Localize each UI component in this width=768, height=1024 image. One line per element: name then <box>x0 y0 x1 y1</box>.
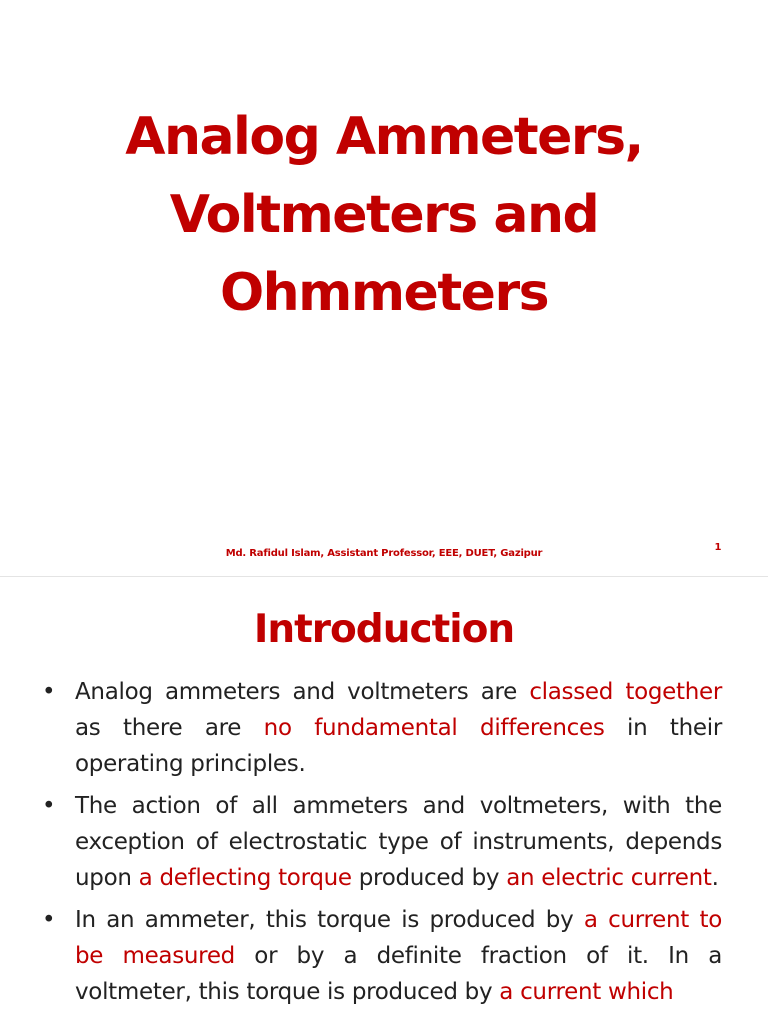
slide-number: 1 <box>714 542 722 553</box>
highlighted-text: an electric current <box>506 865 712 891</box>
slide-2 <box>0 577 768 1024</box>
body-text: in their operating principles. <box>75 715 723 777</box>
body-text: In an ammeter, this torque is produced by <box>75 907 584 933</box>
bullet-marker: • <box>42 793 56 819</box>
highlighted-text: no fundamental differences <box>263 715 605 741</box>
body-text: produced by <box>351 865 507 891</box>
body-text: The action of all ammeters and voltmeters, with the exception of electrostatic type of instruments, depends upon <box>75 793 722 891</box>
bullet-marker: • <box>42 679 56 705</box>
slide-title-line-2: Voltmeters and <box>169 185 599 245</box>
highlighted-text: a deflecting torque <box>138 865 352 891</box>
bullet-list <box>42 674 722 1016</box>
bullet-item <box>42 788 722 896</box>
bullet-marker: • <box>42 907 56 933</box>
slide-footer: Md. Rafidul Islam, Assistant Professor, EEE, DUET, Gazipur <box>225 548 543 559</box>
body-text: as there are <box>75 715 264 741</box>
body-text: . <box>711 865 719 891</box>
slide-title <box>60 98 708 332</box>
highlighted-text: a current which <box>499 979 674 1005</box>
highlighted-text: classed together <box>529 679 722 705</box>
highlighted-text: a current to be measured <box>75 907 722 969</box>
body-text: or by a definite fraction of it. In a voltmeter, this torque is produced by <box>75 943 722 1005</box>
slide-title-line-1: Analog Ammeters, <box>125 107 643 167</box>
slide-title-line-3: Ohmmeters <box>219 263 549 323</box>
bullet-item <box>42 902 722 1010</box>
body-text: Analog ammeters and voltmeters are <box>75 679 530 705</box>
section-title: Introduction <box>253 607 515 652</box>
bullet-item <box>42 674 722 782</box>
